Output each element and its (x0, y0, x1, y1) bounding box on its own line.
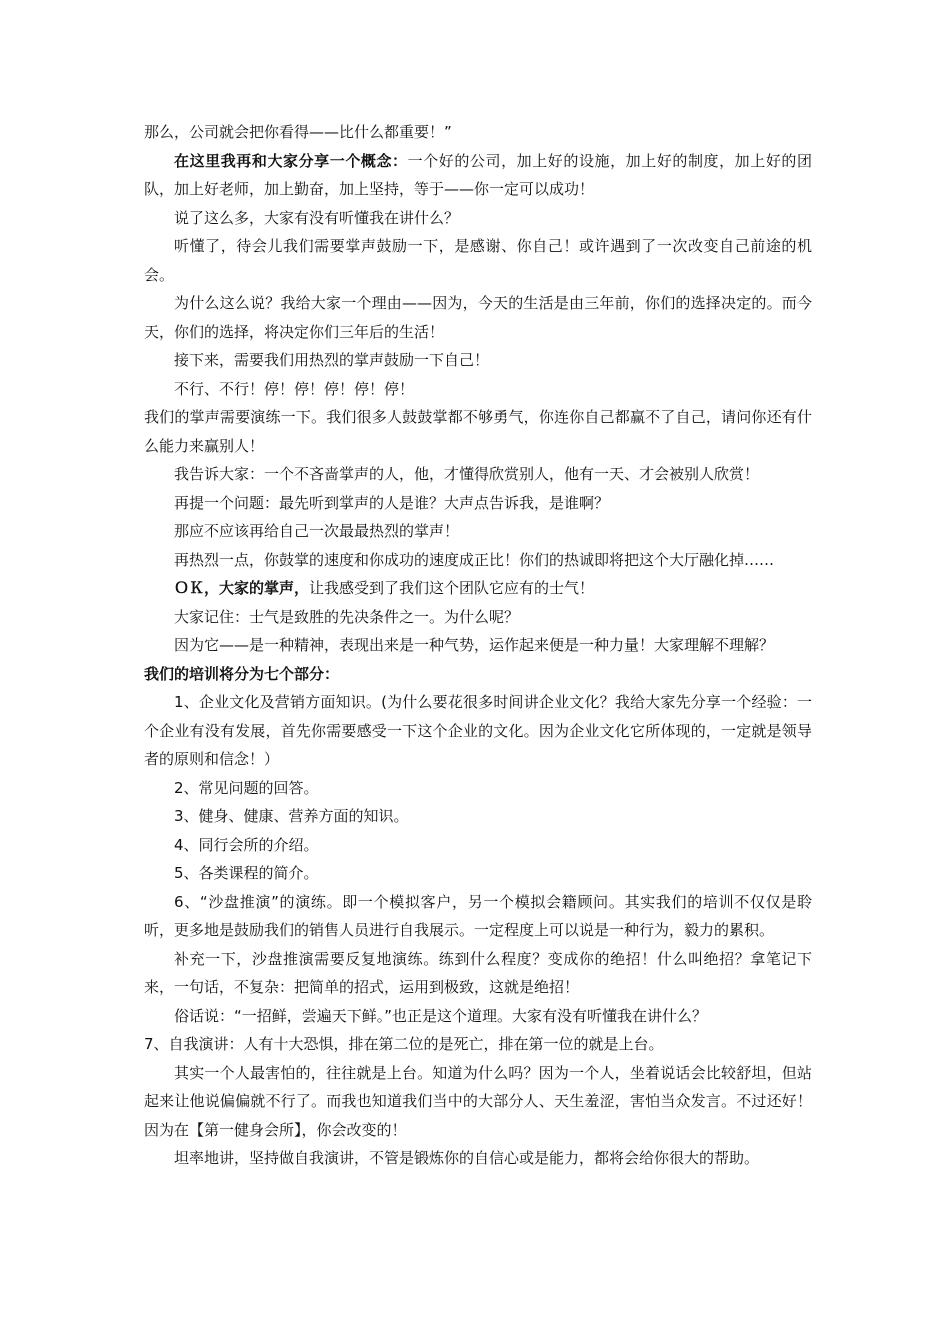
body-text: 1、企业文化及营销方面知识。(为什么要花很多时间讲企业文化？我给大家先分享一个经验：一个企业有没有发展，首先你需要感受一下这个企业的文化。因为企业文化它所体现的，一定就是领导者的原则和信念！） (144, 693, 812, 768)
paragraph-19 (144, 831, 812, 860)
paragraph-1 (144, 147, 812, 204)
body-text: 6、“沙盘推演”的演练。即一个模拟客户，另一个模拟会籍顾问。其实我们的培训不仅仅是聆听，更多地是鼓励我们的销售人员进行自我展示。一定程度上可以说是一种行为，毅力的累积。 (144, 892, 812, 939)
paragraph-25 (144, 1059, 812, 1145)
paragraph-12 (144, 574, 812, 603)
paragraph-3 (144, 232, 812, 289)
body-text: 一个好的公司，加上好的设施，加上好的制度，加上好的团队，加上好老师，加上勤奋，加上坚持，等于——你一定可以成功！ (144, 151, 812, 198)
paragraph-6 (144, 375, 812, 404)
body-text: 因为它——是一种精神，表现出来是一种气势，运作起来便是一种力量！大家理解不理解？ (174, 636, 775, 654)
body-text: 坦率地讲，坚持做自我演讲，不管是锻炼你的自信心或是能力，都将会给你很大的帮助。 (174, 1149, 760, 1167)
body-text: 我告诉大家：一个不吝啬掌声的人，他，才懂得欣赏别人，他有一天、才会被别人欣赏！ (174, 465, 760, 483)
bold-text: 我们的培训将分为七个部分： (144, 664, 340, 683)
paragraph-26 (144, 1144, 812, 1173)
body-text: 不行、不行！停！停！停！停！停！ (174, 379, 415, 398)
body-text: 为什么这么说？我给大家一个理由——因为，今天的生活是由三年前，你们的选择决定的。而今天，你们的选择，将决定你们三年后的生活！ (144, 294, 812, 341)
paragraph-21 (144, 888, 812, 945)
paragraph-2 (144, 204, 812, 233)
body-text: 5、各类课程的简介。 (174, 864, 319, 882)
body-text: 4、同行会所的介绍。 (174, 835, 319, 854)
body-text: 让我感受到了我们这个团队它应有的士气！ (309, 579, 595, 597)
body-text: 补充一下，沙盘推演需要反复地演练。练到什么程度？变成你的绝招！什么叫绝招？拿笔记下来，一句话，不复杂：把简单的招式，运用到极致，这就是绝招！ (144, 949, 812, 996)
body-text: 那么，公司就会把你看得——比什么都重要！” (144, 123, 452, 141)
paragraph-23 (144, 1002, 812, 1031)
body-text: 再热烈一点，你鼓掌的速度和你成功的速度成正比！你们的热诚即将把这个大厅融化掉…… (174, 550, 775, 569)
body-text: 2、常见问题的回答。 (174, 778, 319, 797)
body-text: 听懂了，待会儿我们需要掌声鼓励一下，是感谢、你自己！或许遇到了一次改变自己前途的机会。 (144, 237, 812, 284)
paragraph-5 (144, 346, 812, 375)
paragraph-22 (144, 945, 812, 1002)
paragraph-14 (144, 631, 812, 660)
paragraph-11 (144, 546, 812, 575)
paragraph-20 (144, 859, 812, 888)
body-text: 其实一个人最害怕的，往往就是上台。知道为什么吗？因为一个人，坐着说话会比较舒坦，但站起来让他说偏偏就不行了。而我也知道我们当中的大部分人、天生羞涩，害怕当众发言。不过还好！因为在【第一健身会所】，你会改变的！ (144, 1063, 812, 1139)
body-text: 我们的掌声需要演练一下。我们很多人鼓鼓掌都不够勇气，你连你自己都赢不了自己，请问你还有什么能力来赢别人！ (144, 408, 812, 455)
paragraph-24 (144, 1030, 812, 1059)
paragraph-13 (144, 603, 812, 632)
paragraph-17 (144, 774, 812, 803)
paragraph-9 (144, 489, 812, 518)
paragraph-18 (144, 802, 812, 831)
body-text: 大家记住：士气是致胜的先决条件之一。为什么呢？ (174, 607, 520, 626)
paragraph-4 (144, 289, 812, 346)
body-text: 那应不应该再给自己一次最最热烈的掌声！ (174, 522, 460, 540)
body-text: 接下来，需要我们用热烈的掌声鼓励一下自己！ (174, 351, 490, 369)
body-text: 7、自我演讲：人有十大恐惧，排在第二位的是死亡，排在第一位的就是上台。 (144, 1035, 664, 1053)
paragraph-16 (144, 688, 812, 774)
paragraph-0 (144, 118, 812, 147)
paragraph-7 (144, 403, 812, 460)
paragraph-15 (144, 660, 812, 689)
document-body (144, 118, 812, 1173)
paragraph-8 (144, 460, 812, 489)
bold-text: 在这里我再和大家分享一个概念： (174, 151, 408, 170)
body-text: 说了这么多，大家有没有听懂我在讲什么？ (174, 208, 460, 227)
bold-text: ＯＫ，大家的掌声， (174, 579, 310, 597)
paragraph-10 (144, 517, 812, 546)
body-text: 俗话说：“一招鲜，尝遍天下鲜。”也正是这个道理。大家有没有听懂我在讲什么？ (174, 1006, 708, 1025)
body-text: 3、健身、健康、营养方面的知识。 (174, 807, 409, 825)
body-text: 再提一个问题：最先听到掌声的人是谁？大声点告诉我，是谁啊？ (174, 493, 610, 512)
